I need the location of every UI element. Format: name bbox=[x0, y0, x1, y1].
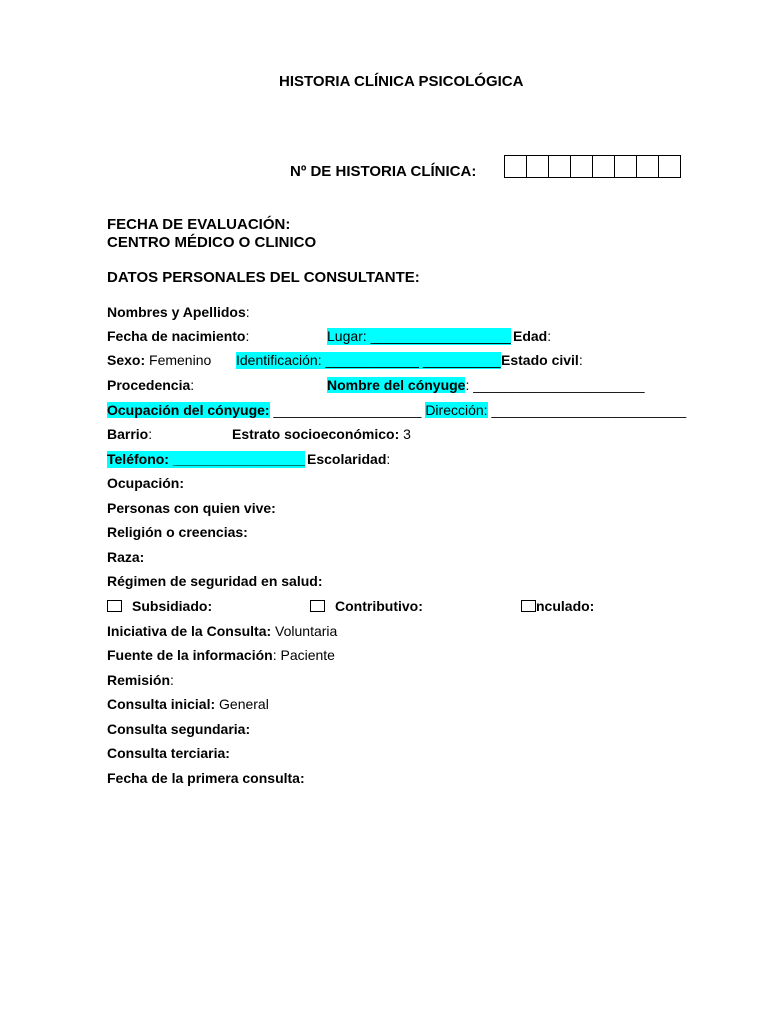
ocupacion-conyuge-field bbox=[107, 402, 686, 419]
hc-digit-box[interactable] bbox=[570, 155, 593, 178]
hc-number-label: Nº DE HISTORIA CLÍNICA: bbox=[290, 163, 477, 180]
hc-digit-box[interactable] bbox=[504, 155, 527, 178]
fuente-field bbox=[107, 647, 335, 664]
personas-vive-label: Personas con quien vive: bbox=[107, 500, 276, 516]
subsidiado-checkbox[interactable] bbox=[107, 600, 122, 612]
centro-medico-label: CENTRO MÉDICO O CLINICO bbox=[107, 234, 317, 251]
procedencia-label: Procedencia bbox=[107, 377, 191, 393]
fecha-nacimiento-field bbox=[107, 328, 249, 345]
fecha-nacimiento-colon: : bbox=[245, 328, 250, 344]
escolaridad-colon: : bbox=[386, 451, 391, 467]
iniciativa-label: Iniciativa de la Consulta: bbox=[107, 623, 272, 639]
consulta-segundaria-label: Consulta segundaria: bbox=[107, 721, 251, 737]
telefono-field: Teléfono: _________________ bbox=[107, 451, 306, 467]
vinculado-label: nculado: bbox=[536, 598, 595, 614]
nombre-conyuge-line: : ______________________ bbox=[465, 377, 645, 393]
direccion-line: _________________________ bbox=[487, 402, 687, 418]
estado-civil-label: Estado civil bbox=[501, 352, 579, 368]
hc-digit-box[interactable] bbox=[592, 155, 615, 178]
procedencia-field bbox=[107, 377, 194, 394]
iniciativa-field bbox=[107, 623, 337, 640]
consulta-inicial-label: Consulta inicial: bbox=[107, 696, 216, 712]
barrio-label: Barrio bbox=[107, 426, 149, 442]
remision-label: Remisión bbox=[107, 672, 171, 688]
form-title: HISTORIA CLÍNICA PSICOLÓGICA bbox=[279, 73, 524, 90]
ocupacion-conyuge-line: ___________________ bbox=[269, 402, 426, 418]
estrato-label: Estrato socioeconómico: bbox=[232, 426, 400, 442]
direccion-label: Dirección: bbox=[425, 402, 488, 418]
raza-label: Raza: bbox=[107, 549, 145, 565]
edad-colon: : bbox=[547, 328, 552, 344]
hc-digit-box[interactable] bbox=[658, 155, 681, 178]
datos-personales-heading: DATOS PERSONALES DEL CONSULTANTE: bbox=[107, 269, 420, 286]
contributivo-option[interactable] bbox=[310, 598, 423, 615]
estado-civil-field bbox=[501, 352, 583, 369]
sexo-label: Sexo: bbox=[107, 352, 146, 368]
nombres-label: Nombres y Apellidos bbox=[107, 304, 246, 320]
vinculado-checkbox[interactable] bbox=[521, 600, 536, 612]
identificacion-field: Identificación: ____________ __________ bbox=[236, 352, 501, 368]
iniciativa-value: Voluntaria bbox=[271, 623, 338, 639]
contributivo-label: Contributivo: bbox=[335, 598, 423, 614]
religion-label: Religión o creencias: bbox=[107, 524, 248, 540]
ocupacion-label: Ocupación: bbox=[107, 475, 185, 491]
sexo-value: Femenino bbox=[145, 352, 212, 368]
escolaridad-label: Escolaridad bbox=[307, 451, 387, 467]
barrio-colon: : bbox=[148, 426, 153, 442]
hc-digit-box[interactable] bbox=[636, 155, 659, 178]
barrio-field bbox=[107, 426, 152, 443]
consulta-inicial-value: General bbox=[215, 696, 269, 712]
consulta-inicial-field bbox=[107, 696, 269, 713]
nombre-conyuge-label: Nombre del cónyuge bbox=[327, 377, 466, 393]
nombre-conyuge-field bbox=[327, 377, 645, 394]
hc-digit-box[interactable] bbox=[614, 155, 637, 178]
estrato-field bbox=[232, 426, 411, 443]
consulta-terciaria-label: Consulta terciaria: bbox=[107, 745, 230, 761]
escolaridad-field bbox=[307, 451, 390, 468]
fecha-evaluacion-label: FECHA DE EVALUACIÓN: bbox=[107, 216, 291, 233]
nombres-colon: : bbox=[245, 304, 250, 320]
edad-field bbox=[513, 328, 551, 345]
sexo-field bbox=[107, 352, 211, 369]
hc-digit-box[interactable] bbox=[548, 155, 571, 178]
estado-civil-colon: : bbox=[578, 352, 583, 368]
hc-digit-box[interactable] bbox=[526, 155, 549, 178]
fecha-nacimiento-label: Fecha de nacimiento bbox=[107, 328, 246, 344]
remision-colon: : bbox=[170, 672, 174, 688]
fecha-primera-consulta-label: Fecha de la primera consulta: bbox=[107, 770, 305, 786]
subsidiado-label: Subsidiado: bbox=[132, 598, 213, 614]
estrato-value: 3 bbox=[399, 426, 411, 442]
procedencia-colon: : bbox=[190, 377, 195, 393]
contributivo-checkbox[interactable] bbox=[310, 600, 325, 612]
edad-label: Edad bbox=[513, 328, 548, 344]
regimen-label: Régimen de seguridad en salud: bbox=[107, 573, 323, 589]
fuente-value: : Paciente bbox=[272, 647, 335, 663]
fuente-label: Fuente de la información bbox=[107, 647, 273, 663]
lugar-field: Lugar: __________________ bbox=[327, 328, 511, 344]
subsidiado-option[interactable] bbox=[107, 598, 212, 615]
vinculado-option[interactable] bbox=[521, 598, 594, 615]
remision-field bbox=[107, 672, 174, 689]
hc-number-boxes[interactable] bbox=[505, 155, 681, 178]
nombres-field bbox=[107, 304, 250, 321]
ocupacion-conyuge-label: Ocupación del cónyuge: bbox=[107, 402, 270, 418]
